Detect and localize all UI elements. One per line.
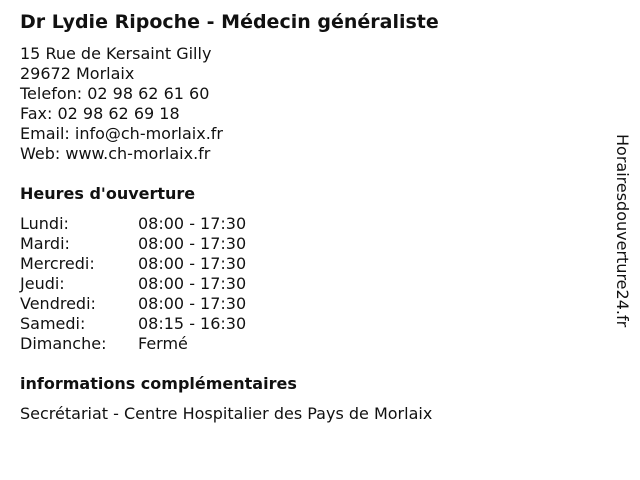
- time-range: 08:00 - 17:30: [138, 254, 247, 273]
- time-range: 08:00 - 17:30: [138, 234, 247, 253]
- address-city: 29672 Morlaix: [20, 64, 135, 83]
- phone-line: Telefon: 02 98 62 61 60: [20, 84, 210, 103]
- day-label: Samedi:: [20, 314, 86, 333]
- email-line: Email: info@ch-morlaix.fr: [20, 124, 223, 143]
- opening-hours-heading: Heures d'ouverture: [20, 184, 196, 203]
- page-title: Dr Lydie Ripoche - Médecin généraliste: [20, 11, 439, 33]
- address-street: 15 Rue de Kersaint Gilly: [20, 44, 212, 63]
- day-label: Jeudi:: [20, 274, 65, 293]
- day-label: Lundi:: [20, 214, 69, 233]
- time-range: 08:00 - 17:30: [138, 294, 247, 313]
- additional-info-heading: informations complémentaires: [20, 374, 297, 393]
- time-range: Fermé: [138, 334, 188, 353]
- additional-info-text: Secrétariat - Centre Hospitalier des Pays de Morlaix: [20, 404, 433, 423]
- day-label: Mardi:: [20, 234, 70, 253]
- time-range: 08:00 - 17:30: [138, 214, 247, 233]
- fax-line: Fax: 02 98 62 69 18: [20, 104, 180, 123]
- day-label: Mercredi:: [20, 254, 95, 273]
- day-label: Dimanche:: [20, 334, 107, 353]
- site-watermark-label: Horairesdouverture24.fr: [613, 134, 632, 328]
- time-range: 08:15 - 16:30: [138, 314, 247, 333]
- web-line: Web: www.ch-morlaix.fr: [20, 144, 211, 163]
- time-range: 08:00 - 17:30: [138, 274, 247, 293]
- day-label: Vendredi:: [20, 294, 96, 313]
- contact-block: [20, 44, 223, 164]
